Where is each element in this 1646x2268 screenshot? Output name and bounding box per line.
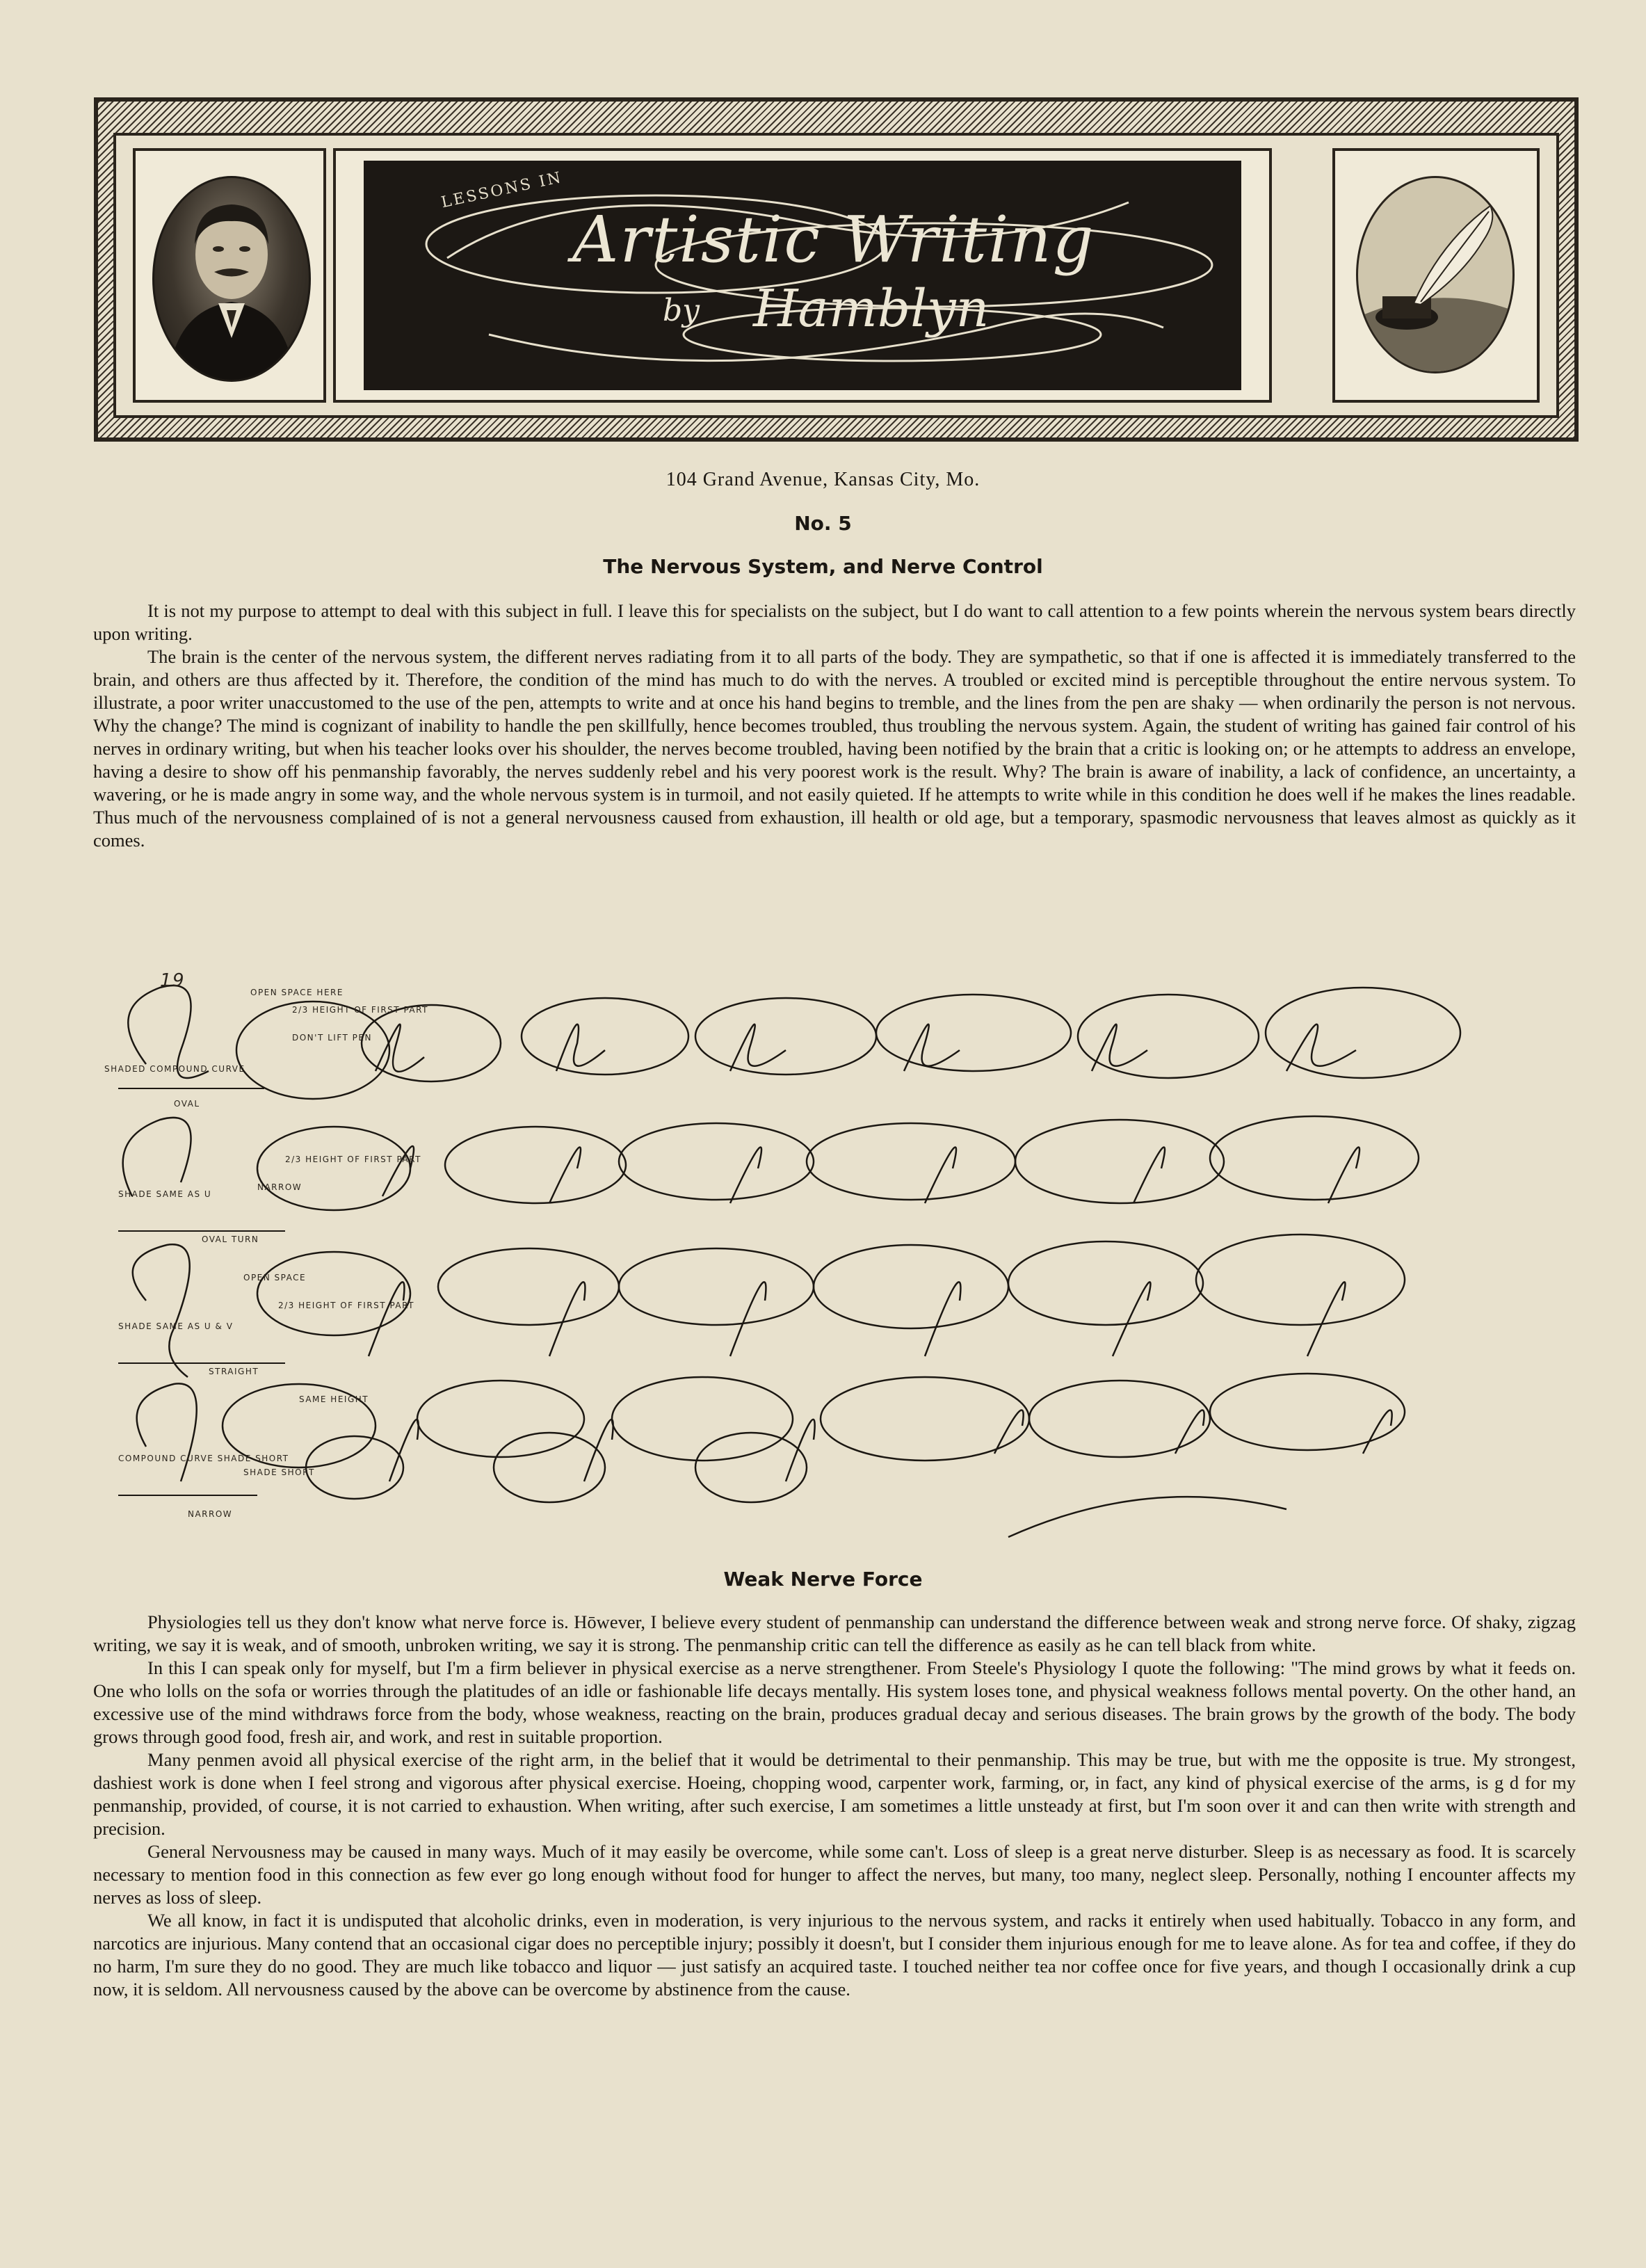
paragraph: We all know, in fact it is undisputed that alcoholic drinks, even in moderation, is very injurious to the nervous system, and racks it entirely when used habitually. Tobacco in any form, and narcotics are injurious. Many contend that an occasional cigar does no perceptible injury; possibly it doesn't, but I consider them injurious enough for me to leave alone. As for tea and coffee, if they do no harm, I'm sure they do no good. They are much like tobacco and liquor — just satisfy an acquired taste. I touched neither tea nor coffee once for five years, and though I occasionally drink a cup now, it is seldom. All nervousness caused by the above can be overcome by abstinence from the cause. [93,1910,1576,2000]
plate-note: DON'T LIFT PEN [292,1033,372,1043]
plate-note: COMPOUND CURVE SHADE SHORT [118,1454,289,1463]
plate-number: 19 [160,970,186,991]
paragraph: The brain is the center of the nervous system, the different nerves radiating from it to all parts of the body. They are sympathetic, so that if one is affected it is immediately transferred to the brain, and others are thus affected by it. Therefore, the condition of the mind has much to do with the nerves. A troubled or excited mind is perceptible throughout the entire nervous system. To illustrate, a poor writer unaccustomed to the use of the pen, attempts to write and at once his hand begins to tremble, and the lines from the pen are shaky — when ordinarily the person is not nervous. Why the change? The mind is cognizant of inability to handle the pen skillfully, hence becomes troubled, thus troubling the nervous system. Again, the student of writing has gained fair control of his nerves in ordinary writing, but when his teacher looks over his shoulder, the nerves become troubled, having been notified by the brain that a critic is looking on; or he attempts to address an envelope, having a desire to show off his penmanship favorably, the nerves suddenly rebel and his very poorest work is the result. Why? The brain is aware of inability, a lack of confidence, an uncertainty, a wavering, or he is made angry in some way, and the whole nervous system is in turmoil, and not easily quieted. If he attempts to write while in this condition he does well if he makes the lines readable. Thus much of the nervousness complained of is not a general nervousness caused from exhaustion, ill health or old age, but a temporary, spasmodic nervousness that leaves almost as quickly as it comes. [93,646,1576,851]
banner-by: by [663,293,700,328]
plate-note: 2/3 HEIGHT OF FIRST PART [285,1155,421,1164]
plate-note: NARROW [257,1182,302,1192]
plate-note: SHADED COMPOUND CURVE [104,1064,245,1074]
plate-note: OPEN SPACE [243,1273,307,1282]
paragraph: It is not my purpose to attempt to deal with this subject in full. I leave this for specialists on the subject, but I do want to call attention to a few points wherein the nervous system bears directly upon writing. [93,600,1576,644]
title-frame [333,148,1272,403]
author-portrait-frame [133,148,326,403]
header-banner [94,97,1579,442]
paragraph: In this I can speak only for myself, but I'm a firm believer in physical exercise as a nerve strengthener. From Steele's Physiology I quote the following: "The mind grows by what it feeds on. One who lolls on the sofa or worries through the platitudes of an idle or fashionable life decays mentally. His system loses tone, and physical weakness follows mental poverty. On the other hand, an excessive use of the mind withdraws force from the body, whose weakness, reacting on the brain, produces gradual decay and serious diseases. The brain grows by the growth of the body. The body grows through good food, fresh air, and work, and rest in suitable proportion. [93,1657,1576,1747]
quill-frame [1332,148,1540,403]
quill-icon [1358,178,1512,371]
plate-note: SHADE SAME AS U & V [118,1321,234,1331]
paragraph: Many penmen avoid all physical exercise of the right arm, in the belief that it would be detrimental to their penmanship. This may be true, but with me the opposite is true. My strongest, dashiest work is done when I feel strong and vigorous after physical exercise. Hoeing, chopping wood, carpenter work, farming, or, in fact, any kind of physical exercise of the arms, is g d for my penmanship, provided, of course, it is not carried to exhaustion. When writing, after such exercise, I am sometimes a little unsteady at first, but I'm soon over it and can then write with strength and precision. [93,1749,1576,1839]
title-plate [364,161,1241,390]
quill-inkwell-illustration [1356,176,1515,373]
paragraph: Physiologies tell us they don't know what nerve force is. Hōwever, I believe every student of penmanship can understand the difference between weak and strong nerve force. Of shaky, zigzag writing, we say it is weak, and of smooth, unbroken writing, we say it is strong. The penmanship critic can tell the difference as easily as he can tell black from white. [93,1611,1576,1655]
plate-note: NARROW [188,1509,233,1519]
article-title: The Nervous System, and Nerve Control [603,555,1043,578]
section-2-text [93,1611,1576,2001]
paragraph: General Nervousness may be caused in many ways. Much of it may easily be overcome, while some can't. Loss of sleep is a great nerve disturber. Sleep is as necessary as food. It is scarcely necessary to mention food in this connection as few ever go long enough without food for hunger to affect the nerves, but many, too many, neglect sleep. Personally, nothing I encounter affects my nerves as loss of sleep. [93,1841,1576,1908]
section-1-text [93,600,1576,852]
plate-note: SAME HEIGHT [299,1394,369,1404]
banner-kicker: LESSONS IN [439,168,565,212]
banner-script-title: Artistic Writing [572,202,1095,277]
plate-note: 2/3 HEIGHT OF FIRST PART [292,1005,428,1015]
author-portrait [152,176,311,382]
plate-note: STRAIGHT [209,1367,259,1376]
banner-inner-frame [113,133,1559,418]
penmanship-plate [104,967,1572,1551]
plate-note: OVAL TURN [202,1234,259,1244]
plate-note: SHADE SAME AS U [118,1189,212,1199]
script-exercises [104,967,1572,1551]
plate-note: OVAL [174,1099,200,1109]
portrait-illustration [154,178,309,380]
address: 104 Grand Avenue, Kansas City, Mo. [665,469,981,490]
plate-note: 2/3 HEIGHT OF FIRST PART [278,1301,414,1310]
plate-note: OPEN SPACE HERE [250,988,344,997]
plate-note: SHADE SHORT [243,1467,315,1477]
section-2-title: Weak Nerve Force [723,1568,923,1591]
issue-number: No. 5 [794,512,852,535]
banner-author: Hamblyn [753,279,990,339]
